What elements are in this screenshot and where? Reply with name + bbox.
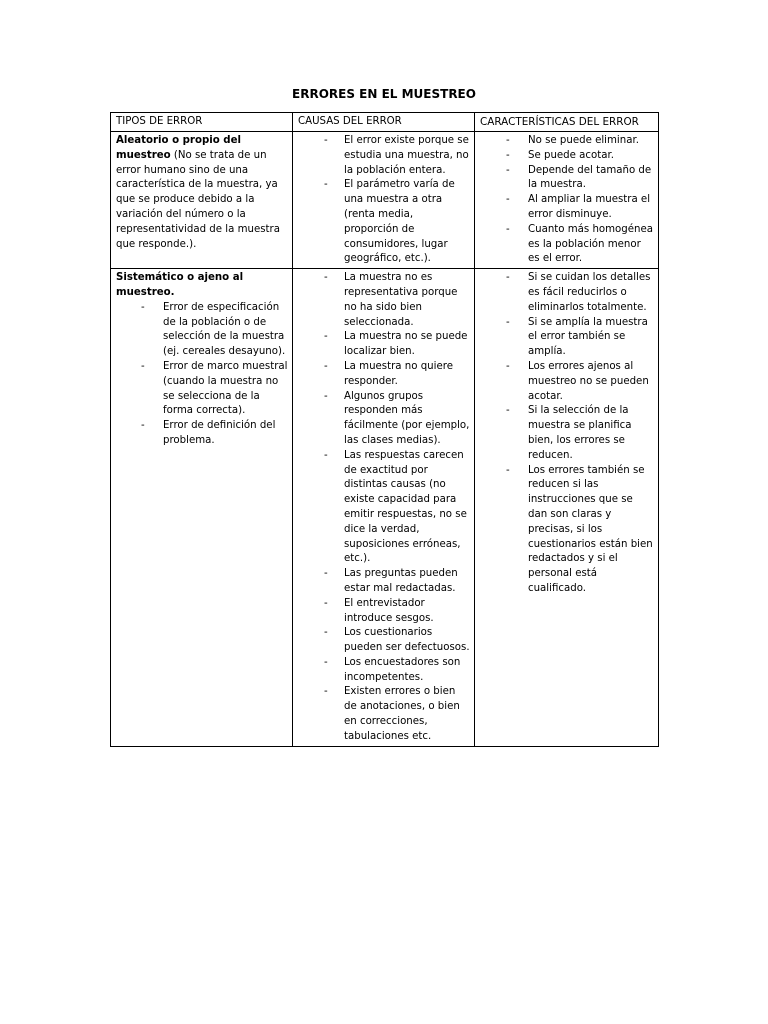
characteristic-item xyxy=(480,271,654,315)
header-error-causes: CAUSAS DEL ERROR xyxy=(293,113,475,132)
error-characteristics-cell xyxy=(475,269,659,747)
bullet-dash: - xyxy=(324,627,328,639)
causes-list xyxy=(298,271,470,745)
bullet-dash: - xyxy=(506,194,510,206)
error-subtype-item-text: Error de definición del problema. xyxy=(163,420,276,446)
characteristic-item xyxy=(480,316,654,360)
header-error-characteristics: CARACTERÍSTICAS DEL ERROR xyxy=(475,113,659,132)
cause-item-text: Algunos grupos responden más fácilmente (por ejemplo, las clases medias). xyxy=(344,390,470,446)
error-type-paragraph xyxy=(116,135,280,250)
characteristic-item-text: Se puede acotar. xyxy=(528,149,614,161)
characteristic-item xyxy=(480,360,654,404)
cause-item xyxy=(298,597,470,627)
bullet-dash: - xyxy=(506,135,510,146)
cause-item-text: El error existe porque se estudia una muestra, no la población entera. xyxy=(344,135,469,176)
error-causes-cell xyxy=(293,132,475,269)
cause-item xyxy=(298,567,470,597)
cause-item xyxy=(298,178,470,267)
cause-item-text: El entrevistador introduce sesgos. xyxy=(344,597,434,624)
error-subtype-item-text: Error de marco muestral (cuando la muestra no se selecciona de la forma correcta). xyxy=(163,360,288,417)
bullet-dash: - xyxy=(324,449,328,461)
bullet-dash: - xyxy=(324,656,328,668)
bullet-dash: - xyxy=(141,360,145,372)
cause-item xyxy=(298,626,470,656)
bullet-dash: - xyxy=(506,405,510,417)
error-causes-cell xyxy=(293,269,475,747)
characteristic-item-text: Los errores también se reducen si las instrucciones que se dan son claras y precisas, si los cuestionarios están bien redactados y si el personal está cualificado. xyxy=(528,464,653,594)
error-subtypes-list xyxy=(116,301,288,449)
error-type-title: Aleatorio o propio del muestreo xyxy=(116,135,241,161)
cause-item-text: La muestra no quiere responder. xyxy=(344,360,453,387)
bullet-dash: - xyxy=(506,164,510,176)
bullet-dash: - xyxy=(506,272,510,284)
error-subtype-item xyxy=(116,301,288,360)
error-subtype-item-text: Error de especificación de la población o de selección de la muestra (ej. cereales desayuno). xyxy=(163,301,286,358)
bullet-dash: - xyxy=(506,149,510,161)
bullet-dash: - xyxy=(506,316,510,328)
document-title: ERRORES EN EL MUESTREO xyxy=(292,87,476,101)
cause-item-text: Las preguntas pueden estar mal redactadas. xyxy=(344,568,458,594)
error-characteristics-cell xyxy=(475,132,659,269)
error-type-cell xyxy=(111,132,293,269)
bullet-dash: - xyxy=(506,360,510,372)
characteristic-item-text: Al ampliar la muestra el error disminuye. xyxy=(528,194,651,220)
error-type-title: Sistemático o ajeno al muestreo. xyxy=(116,272,244,298)
characteristic-item xyxy=(480,134,654,149)
bullet-dash: - xyxy=(324,597,328,609)
error-subtype-item xyxy=(116,419,288,449)
characteristics-list xyxy=(480,271,654,597)
cause-item xyxy=(298,360,470,390)
bullet-dash: - xyxy=(324,686,328,698)
characteristic-item xyxy=(480,149,654,164)
error-subtype-item xyxy=(116,360,288,419)
bullet-dash: - xyxy=(141,420,145,432)
bullet-dash: - xyxy=(506,464,510,476)
characteristic-item-text: Los errores ajenos al muestreo no se pueden acotar. xyxy=(528,360,649,402)
characteristic-item xyxy=(480,193,654,223)
cause-item-text: Los encuestadores son incompetentes. xyxy=(344,656,461,683)
cause-item-text: La muestra no es representativa porque no ha sido bien seleccionada. xyxy=(344,272,458,328)
characteristic-item-text: Si la selección de la muestra se planifica bien, los errores se reducen. xyxy=(528,405,632,461)
bullet-dash: - xyxy=(324,390,328,402)
causes-list xyxy=(298,134,470,267)
cause-item-text: La muestra no se puede localizar bien. xyxy=(344,331,468,358)
table-row xyxy=(111,269,659,747)
error-type-cell xyxy=(111,269,293,747)
cause-item-text: El parámetro varía de una muestra a otra (renta media, proporción de consumidores, lugar geográfico, etc.). xyxy=(344,179,455,265)
errors-table xyxy=(110,112,659,747)
bullet-dash: - xyxy=(324,179,328,191)
characteristic-item xyxy=(480,164,654,194)
header-error-types: TIPOS DE ERROR xyxy=(111,113,293,132)
cause-item-text: Existen errores o bien de anotaciones, o bien en correcciones, tabulaciones etc. xyxy=(344,686,460,742)
cause-item xyxy=(298,271,470,330)
cause-item-text: Las respuestas carecen de exactitud por distintas causas (no existe capacidad para emitir respuestas, no se dice la verdad, suposiciones erróneas, etc.). xyxy=(344,449,467,565)
table-row xyxy=(111,132,659,269)
cause-item xyxy=(298,134,470,178)
cause-item xyxy=(298,449,470,567)
bullet-dash: - xyxy=(324,568,328,580)
error-type-description: (No se trata de un error humano sino de una característica de la muestra, ya que se produce debido a la variación del número o la representatividad de la muestra que responde.). xyxy=(116,149,280,250)
bullet-dash: - xyxy=(141,301,145,313)
characteristic-item-text: Si se amplía la muestra el error también se amplía. xyxy=(528,316,648,358)
characteristic-item xyxy=(480,464,654,597)
characteristic-item-text: No se puede eliminar. xyxy=(528,135,639,146)
characteristic-item xyxy=(480,404,654,463)
bullet-dash: - xyxy=(324,135,328,146)
cause-item xyxy=(298,685,470,744)
bullet-dash: - xyxy=(324,360,328,372)
cause-item xyxy=(298,330,470,360)
table-body xyxy=(111,132,659,747)
characteristic-item xyxy=(480,223,654,267)
bullet-dash: - xyxy=(506,223,510,235)
cause-item xyxy=(298,656,470,686)
cause-item xyxy=(298,390,470,449)
characteristic-item-text: Depende del tamaño de la muestra. xyxy=(528,164,652,191)
characteristic-item-text: Cuanto más homogénea es la población menor es el error. xyxy=(528,223,653,265)
table-header-row xyxy=(111,113,659,132)
cause-item-text: Los cuestionarios pueden ser defectuosos. xyxy=(344,627,470,654)
bullet-dash: - xyxy=(324,272,328,284)
characteristics-list xyxy=(480,134,654,267)
characteristic-item-text: Si se cuidan los detalles es fácil reducirlos o eliminarlos totalmente. xyxy=(528,272,651,313)
bullet-dash: - xyxy=(324,331,328,343)
